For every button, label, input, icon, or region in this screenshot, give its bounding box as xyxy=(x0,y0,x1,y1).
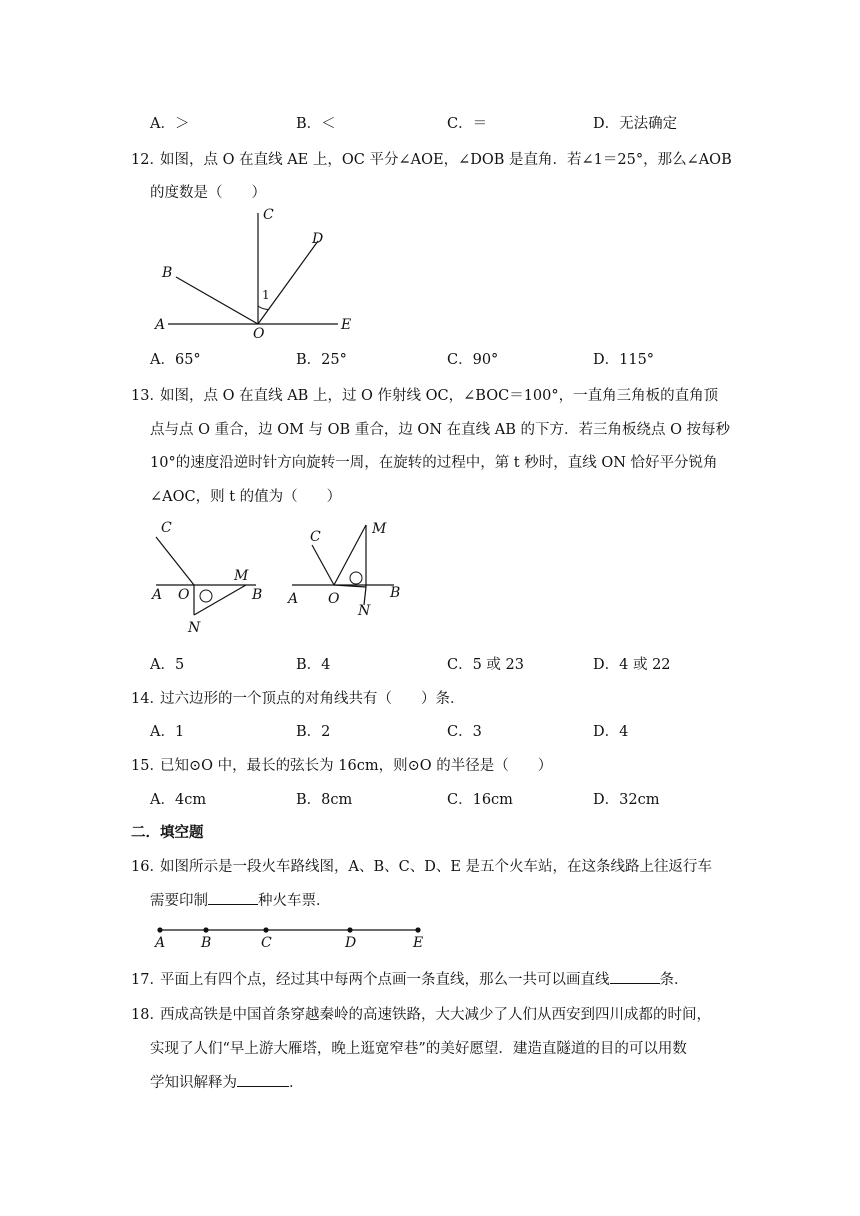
q11-option-b: B．＜ xyxy=(296,116,336,132)
station-c-label: C xyxy=(261,935,272,951)
label-m: M xyxy=(234,568,249,584)
station-a-dot xyxy=(157,927,162,932)
q14-option-d: D．4 xyxy=(593,724,629,740)
angle-1-arc xyxy=(258,306,269,310)
station-a-label: A xyxy=(155,935,166,951)
q18-number: 18． xyxy=(131,1007,164,1023)
q11-option-d: D．无法确定 xyxy=(593,116,678,132)
q16-text-line2 xyxy=(150,889,331,910)
q11-option-c: C．＝ xyxy=(447,116,488,132)
q16-answer-blank[interactable] xyxy=(208,890,258,905)
ray-oc xyxy=(312,545,334,585)
q16-text-line2b: 种火车票． xyxy=(258,893,331,909)
q16-text-line1: 如图所示是一段火车路线图，A、B、C、D、E 是五个火车站，在这条线路上往返行车 xyxy=(160,859,713,875)
q14-number: 14． xyxy=(131,691,164,707)
q17-answer-blank[interactable] xyxy=(610,969,660,984)
label-b: B xyxy=(252,587,263,603)
q14-text-line1: 过六边形的一个顶点的对角线共有（ ）条． xyxy=(160,691,465,707)
q14-option-b: B．2 xyxy=(296,724,331,740)
station-b-dot xyxy=(203,927,208,932)
q13-text-line4: ∠AOC，则 t 的值为（ ） xyxy=(150,489,342,505)
q18-text-line3b: ． xyxy=(289,1075,304,1091)
q18-answer-blank[interactable] xyxy=(237,1072,289,1087)
label-n: N xyxy=(188,620,201,636)
triangle-hole xyxy=(200,590,212,602)
q13-option-d: D．4 或 22 xyxy=(593,657,671,673)
q18-text-line3a: 学知识解释为 xyxy=(150,1075,237,1091)
label-b: B xyxy=(390,585,401,601)
label-m: M xyxy=(372,521,387,537)
label-a: A xyxy=(152,587,163,603)
station-d-label: D xyxy=(345,935,357,951)
ray-ob xyxy=(176,277,258,324)
q12-option-c: C．90° xyxy=(447,352,499,368)
q12-figure xyxy=(150,205,370,345)
q13-number: 13． xyxy=(131,388,164,404)
label-a: A xyxy=(155,317,166,333)
q13-figure-1 xyxy=(146,515,266,640)
label-o: O xyxy=(253,326,265,342)
label-e: E xyxy=(341,317,352,333)
q18-text-line2: 实现了人们“早上游大雁塔，晚上逛宽窄巷”的美好愿望．建造直隧道的目的可以用数 xyxy=(150,1041,687,1057)
q18-text-line3 xyxy=(150,1071,304,1092)
station-b-label: B xyxy=(201,935,212,951)
q13-text-line3: 10°的速度沿逆时针方向旋转一周，在旋转的过程中，第 t 秒时，直线 ON 恰好平分锐角 xyxy=(150,455,718,471)
q13-text-line2: 点与点 O 重合，边 OM 与 OB 重合，边 ON 在直线 AB 的下方．若三角板绕点 O 按每秒 xyxy=(150,422,731,438)
q11-option-a: A．＞ xyxy=(150,116,190,132)
q15-option-c: C．16cm xyxy=(447,792,513,808)
label-o: O xyxy=(178,587,190,603)
q15-option-b: B．8cm xyxy=(296,792,353,808)
triangle-hole xyxy=(350,572,362,584)
label-a: A xyxy=(288,591,299,607)
q13-option-a: A．5 xyxy=(150,657,185,673)
q17-text-line1a: 平面上有四个点，经过其中每两个点画一条直线，那么一共可以画直线 xyxy=(160,972,610,988)
q14-option-c: C．3 xyxy=(447,724,482,740)
station-e-dot xyxy=(415,927,420,932)
q16-text-line2a: 需要印制 xyxy=(150,893,208,909)
q12-number: 12． xyxy=(131,152,164,168)
q13-text-line1: 如图，点 O 在直线 AB 上，过 O 作射线 OC，∠BOC＝100°，一直角三角板的直角顶 xyxy=(160,388,719,404)
station-e-label: E xyxy=(413,935,424,951)
station-c-dot xyxy=(263,927,268,932)
q12-text-line1: 如图，点 O 在直线 AE 上，OC 平分∠AOE，∠DOB 是直角．若∠1＝25°，那么∠AOB xyxy=(160,152,732,168)
label-c: C xyxy=(263,207,274,223)
label-n: N xyxy=(358,603,371,619)
label-d: D xyxy=(312,231,324,247)
q17-number: 17． xyxy=(131,972,164,988)
q17-text-line1 xyxy=(160,968,689,989)
ray-od xyxy=(258,241,318,324)
q13-option-c: C．5 或 23 xyxy=(447,657,524,673)
q17-text-line1b: 条． xyxy=(659,972,689,988)
station-d-dot xyxy=(347,927,352,932)
ray-oc xyxy=(156,537,194,585)
q15-number: 15． xyxy=(131,758,164,774)
label-b: B xyxy=(162,265,173,281)
q16-number: 16． xyxy=(131,859,164,875)
q16-railway-figure xyxy=(150,920,440,954)
label-angle-1: 1 xyxy=(262,288,270,302)
q13-option-b: B．4 xyxy=(296,657,331,673)
label-o: O xyxy=(328,591,340,607)
q12-option-b: B．25° xyxy=(296,352,347,368)
label-c: C xyxy=(161,520,172,536)
q15-text-line1: 已知⊙O 中，最长的弦长为 16cm，则⊙O 的半径是（ ） xyxy=(160,758,553,774)
q15-option-a: A．4cm xyxy=(150,792,207,808)
q15-option-d: D．32cm xyxy=(593,792,660,808)
label-c: C xyxy=(310,529,321,545)
section-title-fill-in: 二．填空题 xyxy=(131,824,204,841)
q12-text-line2: 的度数是（ ） xyxy=(150,185,266,201)
q14-option-a: A．1 xyxy=(150,724,185,740)
q13-figure-2 xyxy=(284,515,414,625)
q18-text-line1: 西成高铁是中国首条穿越秦岭的高速铁路，大大减少了人们从西安到四川成都的时间， xyxy=(160,1007,711,1023)
q12-option-a: A．65° xyxy=(150,352,201,368)
q12-option-d: D．115° xyxy=(593,352,655,368)
